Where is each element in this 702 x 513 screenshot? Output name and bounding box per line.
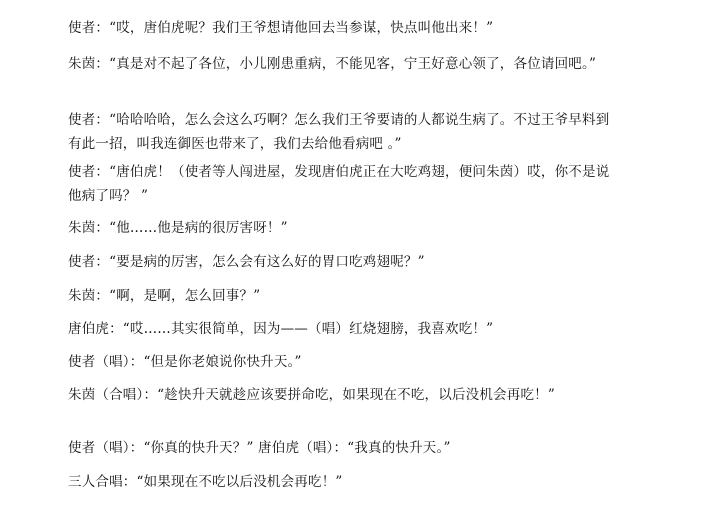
dialogue-line-2: 朱茵：“真是对不起了各位，小儿刚患重病，不能见客，宁王好意心领了，各位请回吧。” xyxy=(68,56,597,72)
dialogue-line-11: 使者（唱）：“你真的快升天？” 唐伯虎（唱）：“我真的快升天。” xyxy=(68,440,451,456)
dialogue-line-1: 使者：“哎，唐伯虎呢？我们王爷想请他回去当参谋，快点叫他出来！” xyxy=(68,20,494,36)
dialogue-line-7: 朱茵：“啊，是啊，怎么回事？” xyxy=(68,288,261,304)
dialogue-line-5: 朱茵：“他……他是病的很厉害呀！” xyxy=(68,220,288,236)
dialogue-line-3: 使者：“哈哈哈哈，怎么会这么巧啊？怎么我们王爷要请的人都说生病了。不过王爷早料到有此一招，叫我连御医也带来了，我们去给他看病吧 。” xyxy=(68,112,610,152)
dialogue-line-12: 三人合唱：“如果现在不吃以后没机会再吃！” xyxy=(68,474,343,490)
dialogue-line-8: 唐伯虎：“哎……其实很简单，因为——（唱）红烧翅膀，我喜欢吃！” xyxy=(68,321,494,337)
dialogue-line-9: 使者（唱）：“但是你老娘说你快升天。” xyxy=(68,354,302,370)
dialogue-line-4: 使者：“唐伯虎！（使者等人闯进屋，发现唐伯虎正在大吃鸡翅，便问朱茵）哎，你不是说他病了吗？ ” xyxy=(68,164,610,204)
dialogue-line-6: 使者：“要是病的厉害，怎么会有这么好的胃口吃鸡翅呢？” xyxy=(68,254,425,270)
dialogue-line-10: 朱茵（合唱）：“趁快升天就趁应该要拼命吃，如果现在不吃，以后没机会再吃！” xyxy=(68,387,555,403)
